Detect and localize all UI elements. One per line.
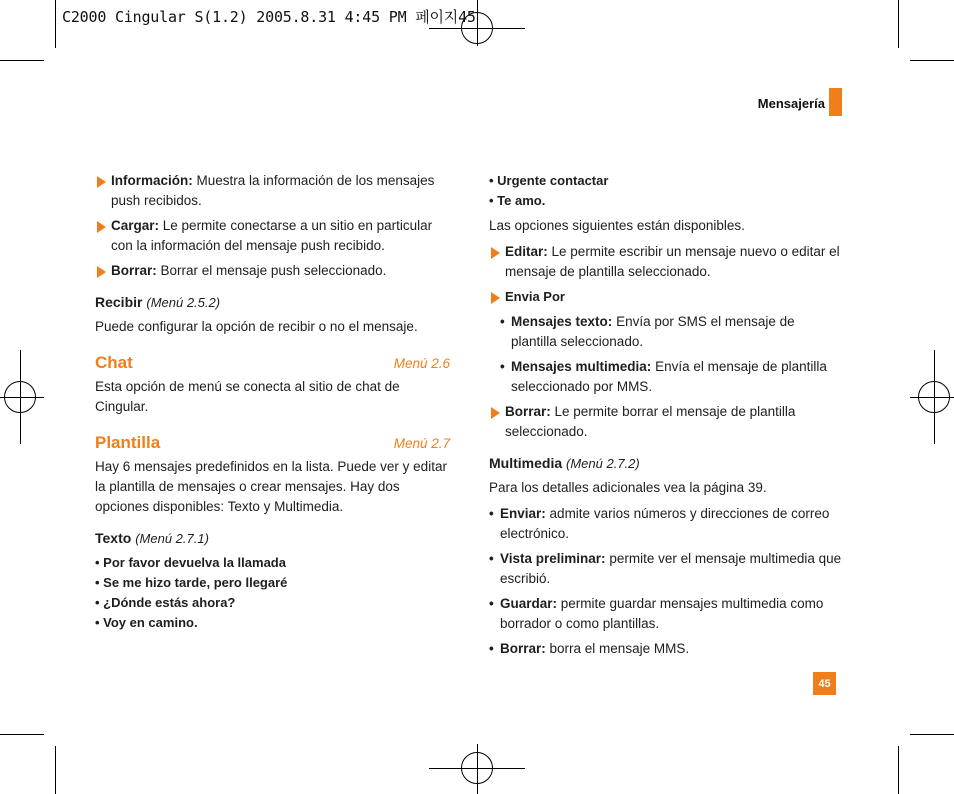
- list-item: • ¿Dónde estás ahora?: [95, 595, 236, 610]
- list-item: • Se me hizo tarde, pero llegaré: [95, 575, 288, 590]
- list-item: • Voy en camino.: [95, 615, 198, 630]
- list-item: Borrar: Le permite borrar el mensaje de plantilla seleccionado.: [489, 402, 844, 442]
- chat-text: Esta opción de menú se conecta al sitio de chat de Cingular.: [95, 379, 400, 414]
- texto-bullets: [95, 553, 450, 633]
- section-title: Mensajería: [757, 96, 825, 111]
- arrow-icon: [97, 266, 106, 278]
- multimedia-heading: Multimedia (Menú 2.7.2): [489, 455, 640, 471]
- crop-mark: [0, 60, 44, 61]
- options-text: Las opciones siguientes están disponibles.: [489, 218, 745, 233]
- recibir-text: Puede configurar la opción de recibir o no el mensaje.: [95, 319, 418, 334]
- plantilla-text: Hay 6 mensajes predefinidos en la lista. Puede ver y editar la plantilla de mensajes o crear mensajes. Hay dos opciones disponibles: Texto y Multimedia.: [95, 459, 447, 514]
- list-item: • Urgente contactar: [489, 173, 609, 188]
- arrow-icon: [97, 221, 106, 233]
- list-item: Envia Por: [489, 287, 844, 307]
- arrow-icon: [491, 247, 500, 259]
- crop-mark: [910, 734, 954, 735]
- list-item: • Mensajes multimedia: Envía el mensaje de plantilla seleccionado por MMS.: [500, 359, 827, 394]
- list-item: Borrar: Borrar el mensaje push seleccionado.: [95, 261, 450, 281]
- list-item: • Borrar: borra el mensaje MMS.: [489, 641, 690, 656]
- crop-mark: [910, 60, 954, 61]
- list-item: • Vista preliminar: permite ver el mensaje multimedia que escribió.: [489, 551, 842, 586]
- arrow-icon: [491, 292, 500, 304]
- page-number: 45: [813, 672, 836, 695]
- list-item: Información: Muestra la información de los mensajes push recibidos.: [95, 171, 450, 211]
- list-item: Editar: Le permite escribir un mensaje nuevo o editar el mensaje de plantilla seleccionado.: [489, 242, 844, 282]
- list-item: Cargar: Le permite conectarse a un sitio en particular con la información del mensaje push recibido.: [95, 216, 450, 256]
- list-item: • Enviar: admite varios números y direcciones de correo electrónico.: [489, 506, 830, 541]
- list-item: • Te amo.: [489, 193, 546, 208]
- left-column: [95, 171, 450, 637]
- crop-mark: [898, 0, 899, 48]
- texto-heading: Texto (Menú 2.7.1): [95, 530, 209, 546]
- multimedia-text: Para los detalles adicionales vea la página 39.: [489, 480, 767, 495]
- crop-mark: [898, 746, 899, 794]
- crop-mark: [55, 746, 56, 794]
- recibir-heading: Recibir (Menú 2.5.2): [95, 294, 221, 310]
- list-item: • Guardar: permite guardar mensajes multimedia como borrador o como plantillas.: [489, 596, 824, 631]
- chat-heading: Chat Menú 2.6: [95, 353, 450, 372]
- list-item: • Mensajes texto: Envía por SMS el mensaje de plantilla seleccionado.: [500, 314, 795, 349]
- right-column: [489, 171, 844, 664]
- arrow-icon: [97, 176, 106, 188]
- crop-mark: [0, 734, 44, 735]
- list-item: • Por favor devuelva la llamada: [95, 555, 286, 570]
- print-header: C2000 Cingular S(1.2) 2005.8.31 4:45 PM 페이지45: [62, 8, 476, 26]
- arrow-icon: [491, 407, 500, 419]
- crop-mark: [55, 0, 56, 48]
- plantilla-heading: Plantilla Menú 2.7: [95, 433, 450, 452]
- section-tab: [829, 88, 842, 116]
